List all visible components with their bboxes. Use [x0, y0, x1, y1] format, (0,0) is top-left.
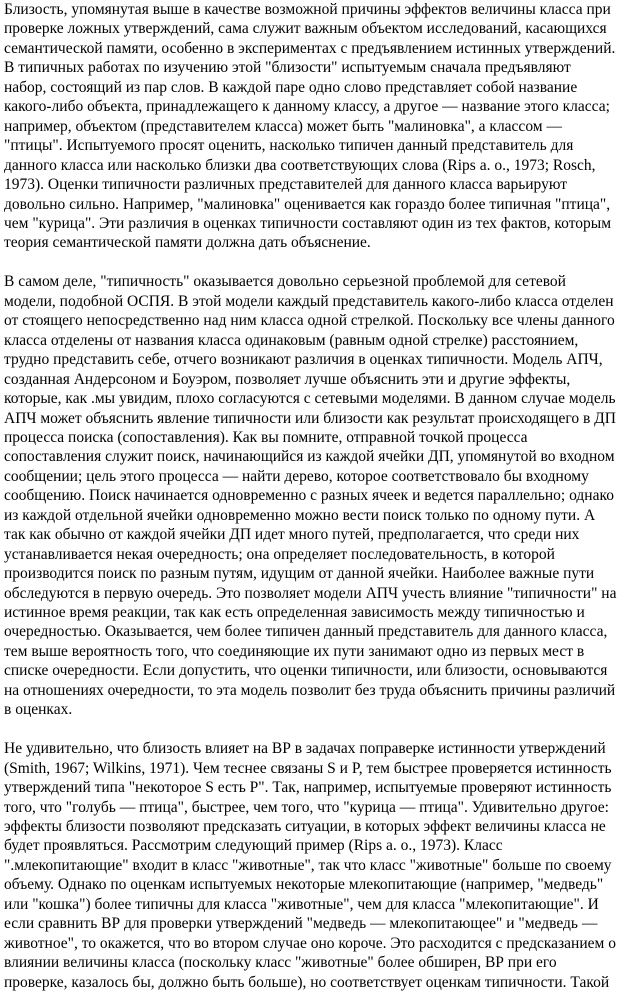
paragraph-familiarity: Близость, упомянутая выше в качестве возможной причины эффектов величины класса при проверке ложных утверждений, сама служит важным объектом исследований, касающихся семантической памяти, особенно в экспериментах с предъявлением истинных утверждений. В типичных работах по изучению этой "близости" испытуемым сначала предъявляют набор, состоящий из пар слов. В каждой паре одно слово представляет собой название какого-либо объекта, принадлежащего к данному классу, а другое — название этого класса; например, объектом (представителем класса) может быть "малиновка", а классом — "птицы". Испытуемого просят оценить, насколько типичен данный представитель для данного класса или насколько близки два соответствующих слова (Rips a. o., 1973; Rosch, 1973). Оценки типичности различных представителей для данного класса варьируют довольно сильно. Например, "малиновка" оценивается как гораздо более типичная "птица", чем "курица". Эти различия в оценках типичности составляют один из тех фактов, которым теория семантической памяти должна дать объяснение. [4, 1, 616, 252]
paragraph-verification-time: Не удивительно, что близость влияет на ВР в задачах поправерке истинности утверждений (Smith, 1967; Wilkins, 1971). Чем теснее связаны S и P, тем быстрее проверяется истинность утверждений типа "некоторое S есть P". Так, например, испытуемые проверяют истинность того, что "голубь — птица", быстрее, чем того, что "курица — птица". Удивительно другое: эффекты близости позволяют предсказать ситуации, в которых эффект величины класса не будет проявляться. Рассмотрим следующий пример (Rips a. o., 1973). Класс ".млекопитающие" входит в класс "животные", так что класс "животные" больше по своему объему. Однако по оценкам испытуемых некоторые млекопитающие (например, "медведь" или "кошка") более типичны для класса "животные", чем для класса "млекопитающие". И если сравнить ВР для проверки утверждений "медведь — млекопитающее" и "медведь — животное", то окажется, что во втором случае оно короче. Это расходится с предсказанием о влиянии величины класса (поскольку класс "животные" более обширен, ВР при его проверке, казалось бы, должно быть больше), но соответствует оценкам типичности. Такой [4, 740, 616, 991]
paragraph-typicality-model: В самом деле, "типичность" оказывается довольно серьезной проблемой для сетевой модели, подобной ОСПЯ. В этой модели каждый представитель какого-либо класса отделен от стоящего непосредственно над ним класса одной стрелкой. Поскольку все члены данного класса отделены от названия класса одинаковым (равным одной стрелке) расстоянием, трудно представить себе, отчего возникают различия в оценках типичности. Модель АПЧ, созданная Андерсоном и Боуэром, позволяет лучше объяснить эти и другие эффекты, которые, как .мы увидим, плохо согласуются с сетевыми моделями. В данном случае модель АПЧ может объяснить явление типичности или близости как результат происходящего в ДП процесса поиска (сопоставления). Как вы помните, отправной точкой процесса сопоставления служит поиск, начинающийся из каждой ячейки ДП, упомянутой во входном сообщении; цель этого процесса — найти дерево, которое соответствовало бы входному сообщению. Поиск начинается одновременно с разных ячеек и ведется параллельно; однако из каждой отдельной ячейки одновременно можно вести поиск только по одному пути. А так как обычно от каждой ячейки ДП идет много путей, предполагается, что среди них устанавливается некая очередность; она определяет последовательность, в которой производится поиск по разным путям, идущим от данной ячейки. Наиболее важные пути обследуются в первую очередь. Это позволяет модели АПЧ учесть влияние "типичности" на истинное время реакции, так как есть определенная зависимость между типичностью и очередностью. Оказывается, чем более типичен данный представитель для данного класса, тем выше вероятность того, что соединяющие их пути занимают одно из первых мест в списке очередности. Если допустить, что оценки типичности, или близости, основываются на отношениях очередности, то эта модель позволит без труда объяснить причины различий в оценках. [4, 273, 617, 719]
